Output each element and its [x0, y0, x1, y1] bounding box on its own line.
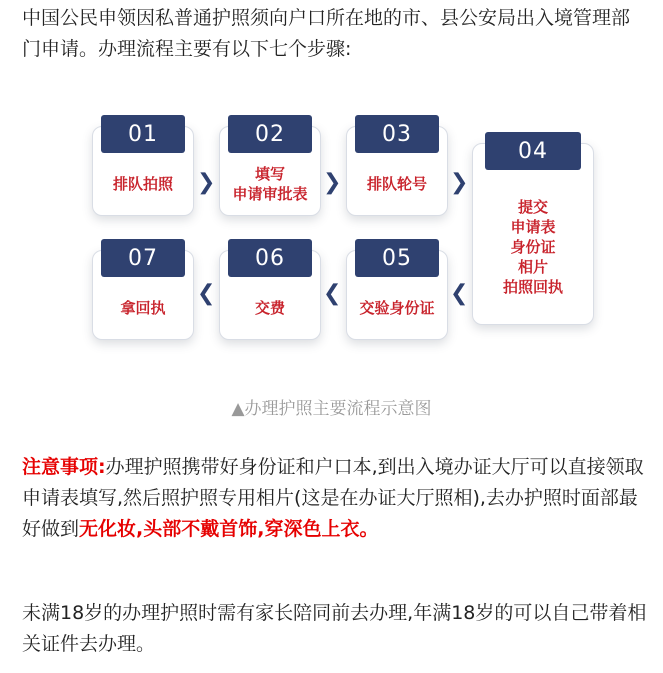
step-06	[219, 245, 321, 340]
arrow-left-icon: ❮	[323, 281, 342, 306]
step-07	[92, 245, 194, 340]
notice-paragraph	[22, 452, 647, 545]
diagram-caption: ▲办理护照主要流程示意图	[231, 399, 432, 419]
arrow-left-icon: ❮	[197, 281, 216, 306]
step-number: 05	[355, 239, 439, 277]
step-number: 01	[101, 115, 185, 153]
step-label: 排队拍照	[112, 175, 173, 193]
step-number: 07	[101, 239, 185, 277]
arrow-left-icon: ❮	[450, 281, 469, 306]
step-label: 拿回执	[120, 299, 166, 317]
step-label: 交费	[254, 299, 285, 317]
step-number: 04	[485, 132, 581, 170]
step-02	[219, 121, 321, 216]
step-05	[346, 245, 448, 340]
step-04	[472, 138, 594, 325]
step-label: 填写 申请审批表	[232, 165, 308, 203]
arrow-right-icon: ❯	[323, 170, 342, 195]
notice-emphasis: 无化妆,头部不戴首饰,穿深色上衣。	[79, 518, 379, 540]
step-number: 03	[355, 115, 439, 153]
minor-note-paragraph: 未满18岁的办理护照时需有家长陪同前去办理,年满18岁的可以自己带着相关证件去办理。	[22, 602, 647, 655]
step-label: 提交 申请表 身份证 相片 拍照回执	[502, 198, 563, 296]
step-number: 02	[228, 115, 312, 153]
step-label: 交验身份证	[359, 299, 435, 317]
notice-text: 办理护照携带好身份证和户口本,到出入境办证大厅可以直接领取申请表填写,然后照护照专用相片(这是在办证大厅照相),去办护照时面部最好做到	[22, 456, 644, 540]
intro-paragraph: 中国公民申领因私普通护照须向户口所在地的市、县公安局出入境管理部门申请。办理流程主要有以下七个步骤:	[22, 7, 631, 60]
step-label: 排队轮号	[366, 175, 427, 193]
notice-heading: 注意事项:	[22, 456, 106, 478]
step-03	[346, 121, 448, 216]
step-01	[92, 121, 194, 216]
arrow-right-icon: ❯	[450, 170, 469, 195]
arrow-right-icon: ❯	[197, 170, 216, 195]
step-number: 06	[228, 239, 312, 277]
